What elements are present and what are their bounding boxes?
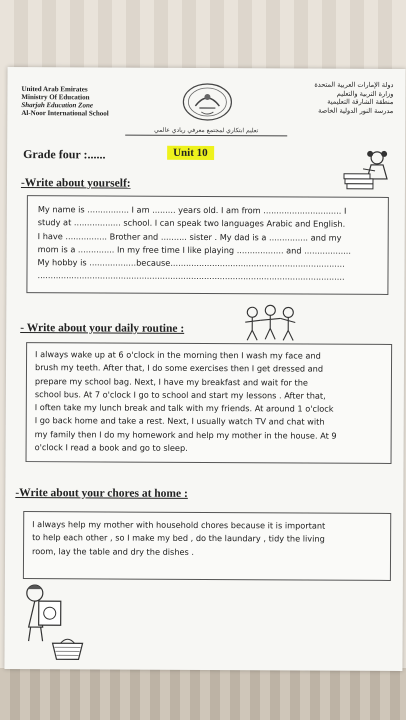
routine-line-4: school bus. At 7 o'clock I go to school and start my lessons . After that, (34, 389, 326, 401)
background-floor (0, 668, 406, 720)
arabic-line-4: مدرسة النور الدولية الخاصة (318, 106, 394, 115)
chores-line-3: room, lay the table and dry the dishes . (32, 545, 195, 557)
yourself-line-4: mom is a .............. In my free time I like playing .................. and .................. (37, 244, 352, 256)
header-line-ministry: Ministry Of Education (21, 93, 90, 102)
routine-line-2: brush my teeth. After that, I do some exercises then I get dressed and (34, 362, 324, 374)
routine-line-5: I often take my lunch break and talk with my friends. At around 1 o'clock (34, 402, 334, 414)
routine-line-1: I always wake up at 6 o'clock in the morning then I wash my face and (35, 349, 321, 361)
section-yourself-box (26, 195, 389, 295)
yourself-line-3: I have ................ Brother and .......... sister . My dad is a ............... and my (37, 230, 342, 243)
yourself-line-2: study at .................. school. I can speak two languages Arabic and English. (37, 217, 346, 230)
chores-line-2: to help each other , so I make my bed , do the laundary , tidy the living (32, 532, 325, 544)
routine-line-3: prepare my school bag. Next, I have my breakfast and wait for the (34, 375, 308, 388)
girl-doing-laundry-icon (18, 579, 90, 665)
yourself-line-5: My hobby is ..................because................................................................... (37, 257, 345, 269)
arabic-line-1: دولة الإمارات العربية المتحدة (314, 80, 394, 89)
chores-line-1: I always help my mother with household chores because it is important (32, 519, 326, 531)
header-line-zone: Sharjah Education Zone (21, 101, 93, 110)
yourself-line-6: ...................................................................................................................... (37, 270, 345, 283)
routine-line-8: o'clock I read a book and go to sleep. (34, 442, 188, 453)
school-motto: تعليم ابتكاري لمجتمع معرفي ريادي عالمي (125, 127, 287, 137)
section-yourself-title: -Write about yourself: (20, 177, 131, 190)
unit-badge: Unit 10 (167, 146, 214, 160)
school-logo (181, 82, 233, 122)
section-chores-box (23, 511, 391, 581)
header-line-school: Al-Noor International School (21, 109, 109, 118)
arabic-header (314, 81, 393, 116)
routine-line-7: my family then I do my homework and help my mother in the house. At 9 (34, 428, 337, 441)
arabic-line-2: وزارة التربية والتعليم (336, 89, 394, 98)
worksheet-page (4, 67, 405, 671)
grade-label: Grade four :...... (23, 147, 106, 162)
section-routine-title: - Write about your daily routine : (20, 322, 185, 335)
yourself-line-1: My name is ................ I am ......... years old. I am from .............................. I (37, 204, 347, 216)
children-playing-icon (242, 304, 298, 344)
english-header (21, 85, 109, 117)
girl-reading-books-icon (343, 149, 395, 193)
header-line-uae: United Arab Emirates (21, 85, 88, 94)
section-chores-title: -Write about your chores at home : (15, 487, 188, 500)
routine-line-6: I go back home and take a rest. Next, I usually watch TV and chat with (34, 415, 325, 428)
section-routine-box (26, 342, 393, 464)
arabic-line-3: منطقة الشارقة التعليمية (327, 97, 394, 107)
